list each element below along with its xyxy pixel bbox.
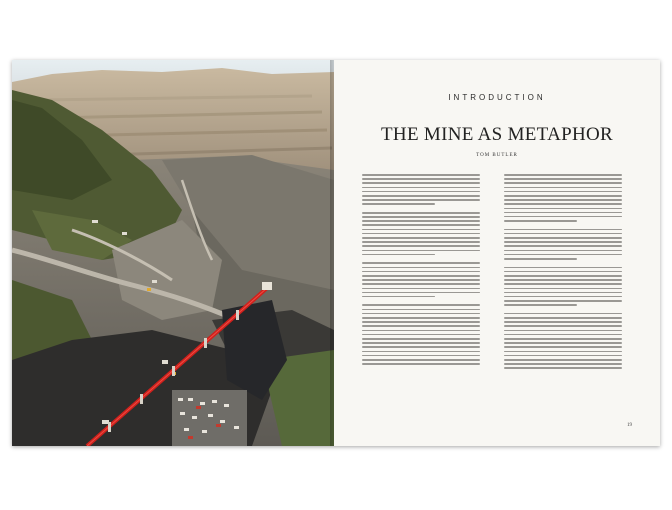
paragraph [362, 304, 480, 364]
paragraph [362, 174, 480, 205]
page-number: 19 [627, 423, 632, 428]
author-byline: TOM BUTLER [476, 153, 518, 158]
paragraph [504, 267, 622, 306]
text-page [334, 60, 660, 446]
paragraph [504, 229, 622, 260]
section-label: INTRODUCTION [448, 93, 546, 102]
body-column-right [504, 174, 622, 424]
paragraph [504, 174, 622, 222]
mine-photo [12, 60, 334, 446]
mine-aerial-image [12, 60, 334, 446]
body-column-left [362, 174, 480, 424]
paragraph [504, 313, 622, 369]
paragraph [362, 262, 480, 297]
book-spread [12, 60, 660, 446]
chapter-title: THE MINE AS METAPHOR [381, 124, 613, 145]
paragraph [362, 212, 480, 255]
